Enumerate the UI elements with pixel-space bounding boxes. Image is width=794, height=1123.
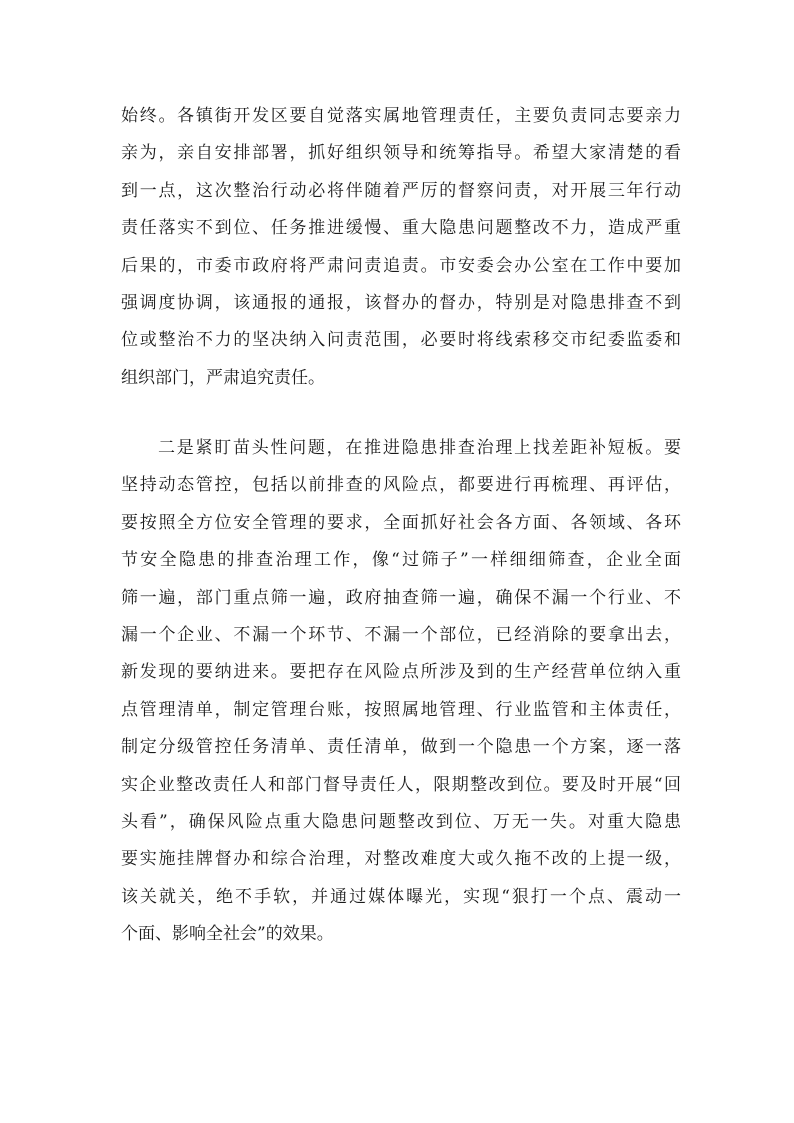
text-line: 头看”，确保风险点重大隐患问题整改到位、万无一失。对重大隐患: [121, 811, 681, 832]
text-line: 位或整治不力的坚决纳入问责范围，必要时将线索移交市纪委监委和: [121, 330, 681, 351]
text-line: 二是紧盯苗头性问题，在推进隐患排查治理上找差距补短板。要: [158, 438, 681, 458]
text-line: 该关就关，绝不手软，并通过媒体曝光，实现“狠打一个点、震动一: [121, 886, 681, 907]
text-line: 坚持动态管控，包括以前排查的风险点，都要进行再梳理、再评估，: [121, 475, 681, 496]
text-line: 要按照全方位安全管理的要求，全面抓好社会各方面、各领域、各环: [121, 512, 681, 533]
text-line: 始终。各镇街开发区要自觉落实属地管理责任，主要负责同志要亲力: [121, 106, 681, 126]
text-line: 组织部门，严肃追究责任。: [121, 367, 325, 388]
paragraph-accountability: [121, 98, 681, 397]
text-line: 亲为，亲自安排部署，抓好组织领导和统筹指导。希望大家清楚的看: [121, 143, 681, 164]
text-line: 实企业整改责任人和部门督导责任人，限期整改到位。要及时开展“回: [121, 774, 681, 795]
text-line: 筛一遍，部门重点筛一遍，政府抽查筛一遍，确保不漏一个行业、不: [121, 587, 681, 608]
text-line: 要实施挂牌督办和综合治理，对整改难度大或久拖不改的上提一级，: [121, 849, 681, 870]
text-line: 点管理清单，制定管理台账，按照属地管理、行业监管和主体责任，: [121, 699, 681, 720]
text-line: 漏一个企业、不漏一个环节、不漏一个部位，已经消除的要拿出去，: [121, 624, 681, 645]
text-line: 节安全隐患的排查治理工作，像“过筛子”一样细细筛查，企业全面: [121, 550, 681, 571]
text-line: 新发现的要纳进来。要把存在风险点所涉及到的生产经营单位纳入重: [121, 662, 681, 683]
text-line: 个面、影响全社会”的效果。: [121, 924, 334, 945]
text-line: 到一点，这次整治行动必将伴随着严厉的督察问责，对开展三年行动: [121, 180, 681, 201]
text-line: 责任落实不到位、任务推进缓慢、重大隐患问题整改不力，造成严重: [121, 218, 681, 239]
text-line: 制定分级管控任务清单、责任清单，做到一个隐患一个方案，逐一落: [121, 737, 681, 758]
paragraph-hazard-inspection: [121, 430, 681, 953]
text-line: 后果的，市委市政府将严肃问责追责。市安委会办公室在工作中要加: [121, 255, 681, 276]
text-line: 强调度协调，该通报的通报，该督办的督办，特别是对隐患排查不到: [121, 292, 681, 313]
